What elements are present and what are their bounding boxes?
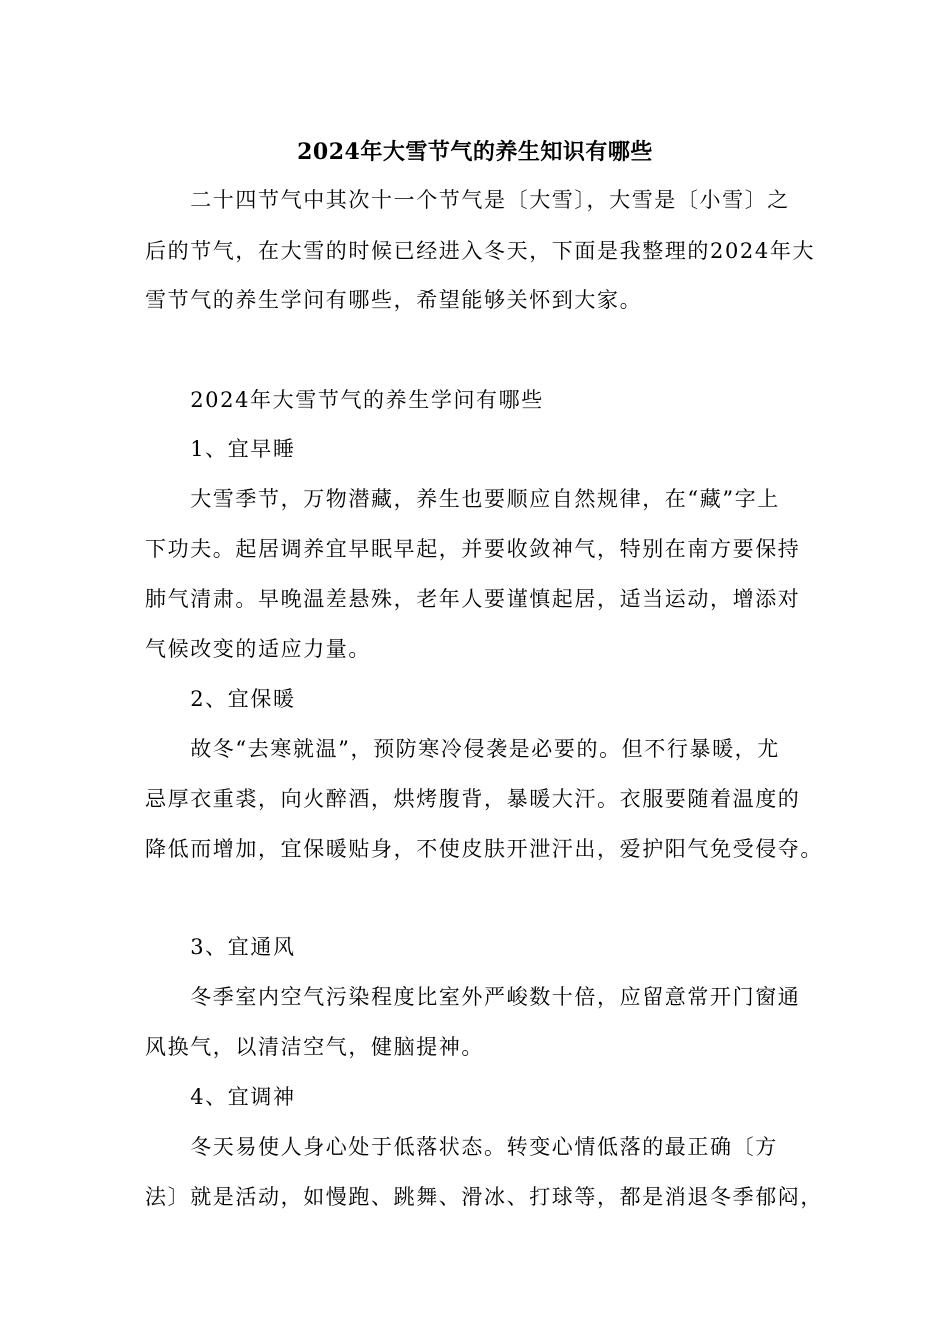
section-heading: 3、宜通风 — [145, 935, 296, 959]
section-heading: 1、宜早睡 — [145, 437, 296, 461]
paragraph-line: 冬天易使人身心处于低落状态。转变心情低落的最正确〔方 — [145, 1135, 778, 1159]
intro-line: 雪节气的养生学问有哪些，希望能够关怀到大家。 — [145, 288, 643, 312]
section-heading: 4、宜调神 — [145, 1085, 296, 1109]
paragraph-line: 大雪季节，万物潜藏，养生也要顺应自然规律，在“藏”字上 — [145, 487, 780, 511]
paragraph-line: 降低而增加，宜保暖贴身，不使皮肤开泄汗出，爱护阳气免受侵夺。 — [145, 837, 823, 861]
section-heading: 2、宜保暖 — [145, 687, 296, 711]
document-title: 2024年大雪节气的养生知识有哪些 — [297, 139, 653, 165]
paragraph-line: 下功夫。起居调养宜早眠早起，并要收敛神气，特别在南方要保持 — [145, 537, 801, 561]
paragraph-line: 故冬“去寒就温”，预防寒冷侵袭是必要的。但不行暴暖，尤 — [145, 737, 780, 761]
paragraph-line: 气候改变的适应力量。 — [145, 637, 371, 661]
paragraph-line: 风换气，以清洁空气，健脑提神。 — [145, 1035, 484, 1059]
paragraph-line: 冬季室内空气污染程度比室外严峻数十倍，应留意常开门窗通 — [145, 985, 801, 1009]
section-subtitle: 2024年大雪节气的养生学问有哪些 — [145, 388, 544, 412]
paragraph-line: 肺气清肃。早晚温差悬殊，老年人要谨慎起居，适当运动，增添对 — [145, 587, 801, 611]
paragraph-line: 忌厚衣重裘，向火醉酒，烘烤腹背，暴暖大汗。衣服要随着温度的 — [145, 787, 801, 811]
intro-line: 二十四节气中其次十一个节气是〔大雪〕，大雪是〔小雪〕之 — [145, 188, 790, 212]
intro-line: 后的节气，在大雪的时候已经进入冬天，下面是我整理的2024年大 — [145, 239, 816, 263]
paragraph-line: 法〕就是活动，如慢跑、跳舞、滑冰、打球等，都是消退冬季郁闷， — [145, 1185, 823, 1209]
